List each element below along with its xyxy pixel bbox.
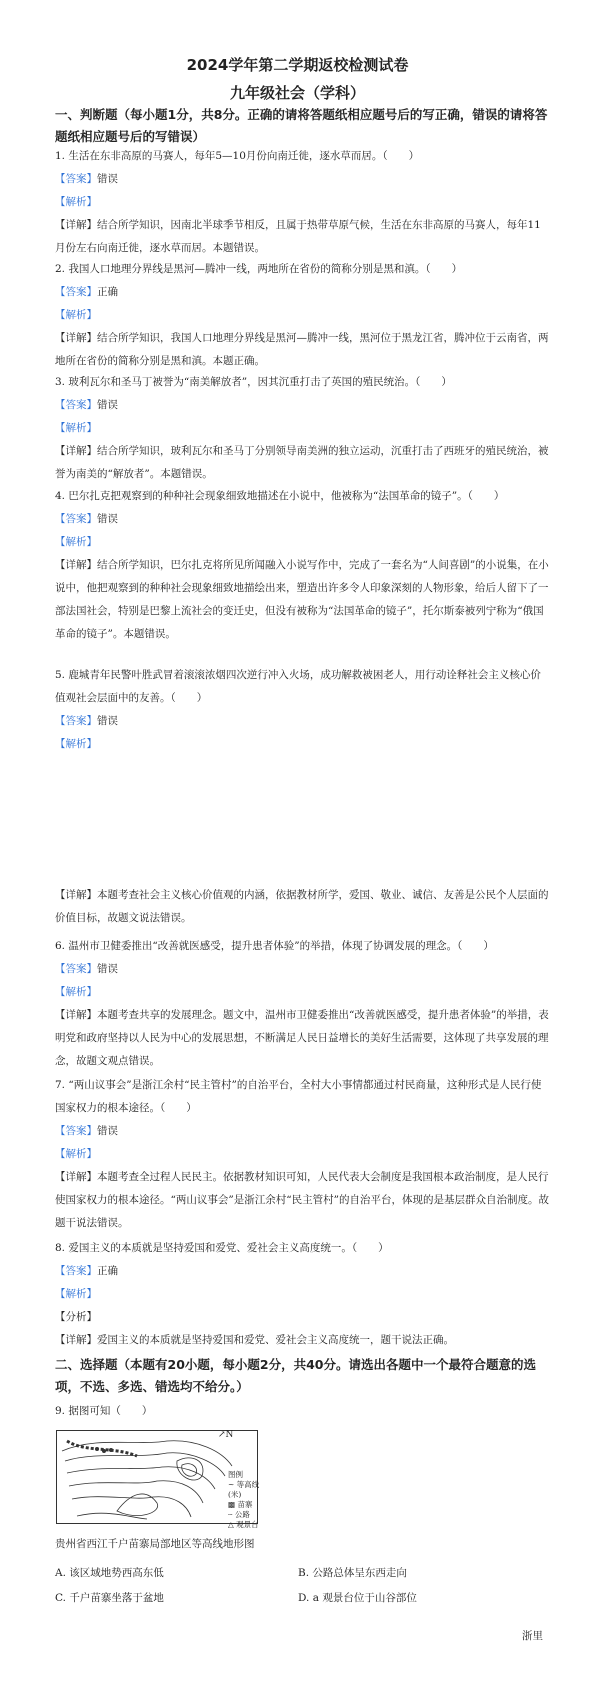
contour-line-icon: ~ — [228, 1480, 237, 1489]
legend-item-road: ┄ 公路 — [228, 1510, 250, 1519]
question-1 — [55, 145, 550, 260]
exam-title: 2024学年第二学期返校检测试卷 — [186, 56, 409, 74]
question-9-text: 9. 据图可知（ ） — [55, 1405, 153, 1417]
detail-line: 【详解】结合所学知识，巴尔扎克将所见所闻融入小说写作中，完成了一套名为“人间喜剧”的小说集，在小说中，他把观察到的种种社会现象细致地描绘出来，塑造出许多令人印象深刻的人物形象，给后人留下了一部法国社会，特别是巴黎上流社会的变迁史，但没有被称为“法国革命的镜子”，托尔斯泰被列宁称为“俄国革命的镜子”。本题错误。 — [55, 559, 549, 640]
analysis-tag: 【解析】 — [55, 422, 97, 434]
answer-line: 【答案】错误 — [55, 1125, 118, 1137]
map-caption: 贵州省西江千户苗寨局部地区等高线地形图 — [55, 1538, 255, 1550]
question-5 — [55, 664, 550, 930]
analysis-tag: 【解析】 — [55, 309, 97, 321]
detail-line: 【详解】爱国主义的本质就是坚持爱国和爱党、爱社会主义高度统一，题干说法正确。 — [55, 1334, 454, 1346]
question-7 — [55, 1074, 550, 1235]
question-text: 8. 爱国主义的本质就是坚持爱国和爱党、爱社会主义高度统一。（ ） — [55, 1242, 389, 1254]
detail-line: 【详解】结合所学知识，我国人口地理分界线是黑河—腾冲一线，黑河位于黑龙江省，腾冲位于云南省，两地所在省份的简称分别是黑和滇。本题正确。 — [55, 332, 549, 367]
detail-line: 【详解】结合所学知识，因南北半球季节相反，且属于热带草原气候，生活在东非高原的马赛人，每年11月份左右向南迁徙，逐水草而居。本题错误。 — [55, 219, 541, 254]
answer-line: 【答案】错误 — [55, 173, 118, 185]
question-6 — [55, 935, 550, 1073]
north-arrow-icon: ↗N — [218, 1430, 234, 1440]
legend-title: 图例 — [228, 1470, 243, 1479]
answer-line: 【答案】正确 — [55, 1265, 118, 1277]
village-icon: ▩ — [228, 1500, 238, 1509]
question-2 — [55, 258, 550, 373]
question-text: 7. “两山议事会”是浙江余村“民主管村”的自治平台，全村大小事情都通过村民商量，这种形式是人民行使国家权力的根本途径。（ ） — [55, 1079, 542, 1114]
question-text: 5. 鹿城青年民警叶胜武冒着滚滚浓烟四次逆行冲入火场，成功解救被困老人，用行动诠释社会主义核心价值观社会层面中的友善。（ ） — [55, 669, 541, 704]
question-text: 4. 巴尔扎克把观察到的种种社会现象细致地描述在小说中，他被称为“法国革命的镜子”。（ ） — [55, 490, 505, 502]
answer-line: 【答案】错误 — [55, 715, 118, 727]
detail-line: 【详解】本题考查社会主义核心价值观的内涵，依据教材所学，爱国、敬业、诚信、友善是公民个人层面的价值目标，故题文说法错误。 — [55, 889, 549, 924]
analysis-tag: 【解析】 — [55, 196, 97, 208]
question-text: 6. 温州市卫健委推出“改善就医感受，提升患者体验”的举措，体现了协调发展的理念。（ ） — [55, 940, 494, 952]
question-text: 3. 玻利瓦尔和圣马丁被誉为“南美解放者”，因其沉重打击了英国的殖民统治。（ ） — [55, 376, 452, 388]
detail-line: 【详解】本题考查全过程人民民主。依据教材知识可知，人民代表大会制度是我国根本政治制度，是人民行使国家权力的根本途径。“两山议事会”是浙江余村“民主管村”的自治平台，体现的是基层群众自治制度。故题干说法错误。 — [55, 1171, 549, 1229]
question-text: 2. 我国人口地理分界线是黑河—腾冲一线，两地所在省份的简称分别是黑和滇。（ ） — [55, 263, 463, 275]
road-icon: ┄ — [228, 1510, 235, 1519]
viewpoint-icon: △ — [228, 1520, 237, 1529]
fenxi-tag: 【分析】 — [55, 1311, 97, 1323]
analysis-tag: 【解析】 — [55, 536, 97, 548]
section1-heading: 一、判断题（每小题1分，共8分。正确的请将答题纸相应题号后的写正确，错误的请将答题纸相应题号后的写错误） — [55, 107, 548, 144]
analysis-tag: 【解析】 — [55, 1148, 97, 1160]
analysis-tag: 【解析】 — [55, 738, 97, 750]
answer-line: 【答案】错误 — [55, 399, 118, 411]
question-text: 1. 生活在东非高原的马赛人，每年5—10月份向南迁徙，逐水草而居。（ ） — [55, 150, 420, 162]
detail-line: 【详解】结合所学知识，玻利瓦尔和圣马丁分别领导南美洲的独立运动，沉重打击了西班牙的殖民统治，被誉为南美的“解放者”。本题错误。 — [55, 445, 549, 480]
option-a: A. 该区域地势西高东低 — [55, 1567, 164, 1579]
answer-line: 【答案】错误 — [55, 513, 118, 525]
analysis-tag: 【解析】 — [55, 1288, 97, 1300]
legend-item-viewpoint: △ 观景台 — [228, 1520, 259, 1529]
question-8 — [55, 1237, 550, 1352]
legend-item-village: ▩ 苗寨 — [228, 1500, 253, 1509]
question-3 — [55, 371, 550, 486]
question-4 — [55, 485, 550, 646]
option-d: D. a 观景台位于山谷部位 — [298, 1592, 417, 1604]
legend-item-contour: ~ 等高线(米) — [228, 1480, 260, 1499]
section2-heading: 二、选择题（本题有20小题，每小题2分，共40分。请选出各题中一个最符合题意的选项，不选、多选、错选均不给分。） — [55, 1357, 536, 1394]
detail-line: 【详解】本题考查共享的发展理念。题文中，温州市卫健委推出“改善就医感受，提升患者体验”的举措，表明党和政府坚持以人民为中心的发展思想，不断满足人民日益增长的美好生活需要，这体现了共享发展的理念，故题文观点错误。 — [55, 1009, 549, 1067]
option-c: C. 千户苗寨坐落于盆地 — [55, 1592, 164, 1604]
exam-subtitle: 九年级社会（学科） — [229, 84, 365, 102]
answer-line: 【答案】正确 — [55, 286, 118, 298]
option-b: B. 公路总体呈东西走向 — [298, 1567, 407, 1579]
footer-watermark: 浙里 — [522, 1630, 543, 1642]
answer-line: 【答案】错误 — [55, 963, 118, 975]
analysis-tag: 【解析】 — [55, 986, 97, 998]
